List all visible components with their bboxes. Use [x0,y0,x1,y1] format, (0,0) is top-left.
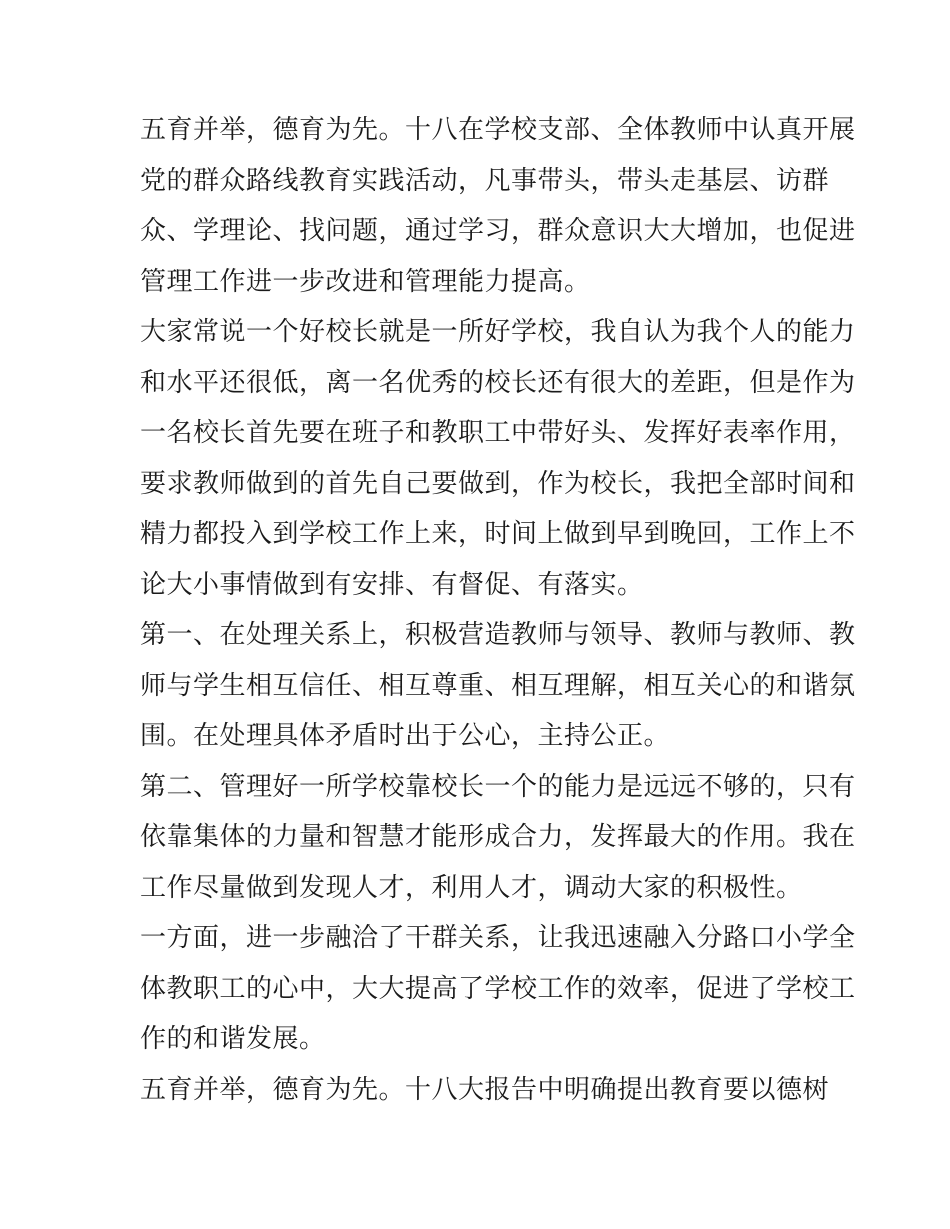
text-line: 第二、管理好一所学校靠校长一个的能力是远远不够的，只有 [140,772,856,802]
text-line: 管理工作进一步改进和管理能力提高。 [140,267,591,297]
text-line: 师与学生相互信任、相互尊重、相互理解，相互关心的和谐氛 [140,671,856,701]
text-line: 五育并举，德育为先。十八在学校支部、全体教师中认真开展 [140,115,856,145]
text-line: 精力都投入到学校工作上来，时间上做到早到晚回，工作上不 [140,519,856,549]
text-line: 论大小事情做到有安排、有督促、有落实。 [140,570,644,600]
text-line: 一名校长首先要在班子和教职工中带好头、发挥好表率作用， [140,418,856,448]
text-line: 大家常说一个好校长就是一所好学校，我自认为我个人的能力 [140,317,856,347]
text-line: 和水平还很低，离一名优秀的校长还有很大的差距，但是作为 [140,368,856,398]
text-line: 依靠集体的力量和智慧才能形成合力，发挥最大的作用。我在 [140,822,856,852]
text-line: 党的群众路线教育实践活动，凡事带头，带头走基层、访群 [140,166,830,196]
text-line: 众、学理论、找问题，通过学习，群众意识大大增加，也促进 [140,216,856,246]
text-line: 作的和谐发展。 [140,1024,326,1054]
text-line: 要求教师做到的首先自己要做到，作为校长，我把全部时间和 [140,469,856,499]
text-line: 五育并举，德育为先。十八大报告中明确提出教育要以德树 [140,1075,830,1105]
text-line: 第一、在处理关系上，积极营造教师与领导、教师与教师、教 [140,620,856,650]
text-line: 体教职工的心中，大大提高了学校工作的效率，促进了学校工 [140,974,856,1004]
text-line: 工作尽量做到发现人才，利用人才，调动大家的积极性。 [140,873,803,903]
text-line: 一方面，进一步融洽了干群关系，让我迅速融入分路口小学全 [140,923,856,953]
text-line: 围。在处理具体矛盾时出于公心，主持公正。 [140,721,671,751]
